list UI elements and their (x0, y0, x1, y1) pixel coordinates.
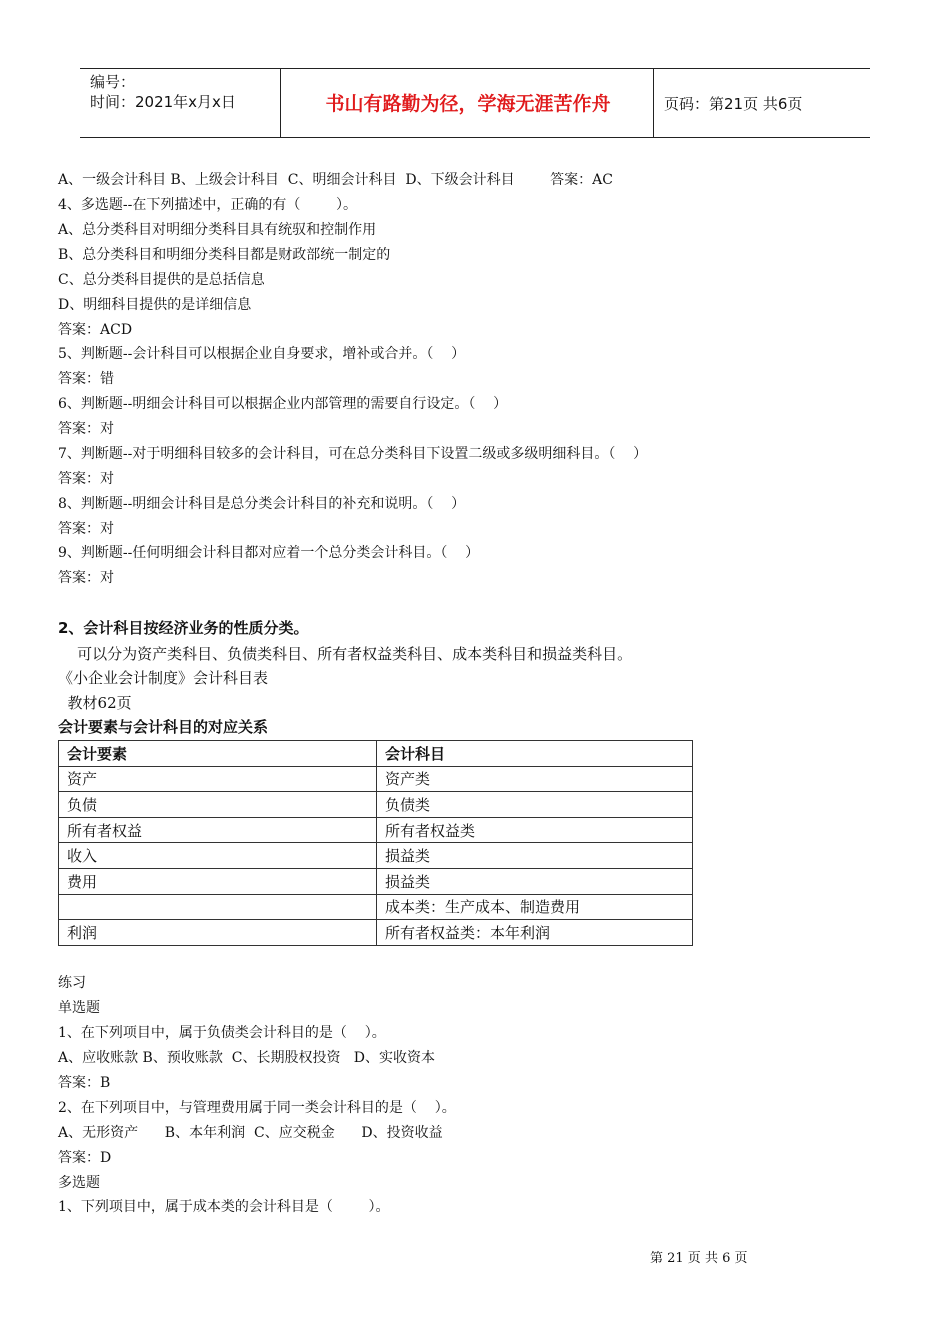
text-line: B、总分类科目和明细分类科目都是财政部统一制定的 (58, 247, 391, 263)
table-row (59, 843, 693, 869)
header-code: 编号： (90, 73, 136, 91)
text-line: 7、判断题--对于明细科目较多的会计科目，可在总分类科目下设置二级或多级明细科目。（ ） (58, 446, 648, 462)
header-box (80, 68, 870, 138)
table-cell (59, 894, 377, 920)
text-line: 多选题 (58, 1175, 100, 1191)
table-title: 会计要素与会计科目的对应关系 (58, 718, 269, 736)
table-cell: 所有者权益类 (377, 817, 693, 843)
table-cell: 负债类 (377, 792, 693, 818)
table-cell: 资产类 (377, 766, 693, 792)
text-line: 答案：错 (58, 371, 114, 387)
table-cell: 损益类 (377, 868, 693, 894)
table-cell: 负债 (59, 792, 377, 818)
table-row (59, 766, 693, 792)
table-cell: 资产 (59, 766, 377, 792)
reference-line: 教材62页 (58, 694, 132, 712)
header-motto: 书山有路勤为径，学海无涯苦作舟 (325, 93, 611, 115)
table-row (59, 894, 693, 920)
text-line: A、一级会计科目 B、上级会计科目 C、明细会计科目 D、下级会计科目 答案：AC (58, 172, 614, 188)
table-header-cell: 会计要素 (59, 741, 377, 767)
text-line: 2、在下列项目中，与管理费用属于同一类会计科目的是（ ）。 (58, 1100, 456, 1116)
table-header-cell: 会计科目 (377, 741, 693, 767)
table-row (59, 792, 693, 818)
text-line: A、总分类科目对明细分类科目具有统驭和控制作用 (58, 222, 377, 238)
text-line: 8、判断题--明细会计科目是总分类会计科目的补充和说明。（ ） (58, 496, 466, 512)
table-row (59, 817, 693, 843)
text-line: 练习 (58, 975, 86, 991)
text-line: 答案：对 (58, 570, 114, 586)
text-line: 答案：ACD (58, 322, 133, 338)
table-cell: 所有者权益类：本年利润 (377, 920, 693, 946)
text-line: 6、判断题--明细会计科目可以根据企业内部管理的需要自行设定。（ ） (58, 396, 508, 412)
table-row (59, 920, 693, 946)
text-line: D、明细科目提供的是详细信息 (58, 297, 252, 313)
text-line: 答案：D (58, 1150, 112, 1166)
header-divider (280, 69, 281, 137)
section-paragraph: 可以分为资产类科目、负债类科目、所有者权益类科目、成本类科目和损益类科目。 (58, 645, 633, 663)
table-cell: 成本类：生产成本、制造费用 (377, 894, 693, 920)
table-cell: 费用 (59, 868, 377, 894)
text-line: 1、下列项目中，属于成本类的会计科目是（ ）。 (58, 1199, 390, 1215)
table-cell: 利润 (59, 920, 377, 946)
text-line: 单选题 (58, 1000, 100, 1016)
section-heading: 2、会计科目按经济业务的性质分类。 (58, 619, 309, 637)
table-row (59, 868, 693, 894)
reference-line: 《小企业会计制度》会计科目表 (58, 669, 269, 687)
header-page-number: 页码：第21页 共6页 (664, 95, 803, 113)
text-line: 5、判断题--会计科目可以根据企业自身要求，增补或合并。（ ） (58, 346, 466, 362)
table-header-row (59, 741, 693, 767)
text-line: 答案：对 (58, 421, 114, 437)
header-meta (90, 72, 236, 112)
table-cell: 所有者权益 (59, 817, 377, 843)
text-line: C、总分类科目提供的是总括信息 (58, 272, 265, 288)
mapping-table (58, 740, 693, 946)
page-footer: 第 21 页 共 6 页 (650, 1251, 748, 1266)
text-line: 答案：B (58, 1075, 111, 1091)
text-line: 4、多选题--在下列描述中，正确的有（ ）。 (58, 197, 357, 213)
text-line: 答案：对 (58, 471, 114, 487)
table-cell: 损益类 (377, 843, 693, 869)
text-line: A、应收账款 B、预收账款 C、长期股权投资 D、实收资本 (58, 1050, 436, 1066)
text-line: 答案：对 (58, 521, 114, 537)
header-time: 时间：2021年x月x日 (90, 93, 236, 111)
text-line: 9、判断题--任何明细会计科目都对应着一个总分类会计科目。（ ） (58, 545, 480, 561)
text-line: 1、在下列项目中，属于负债类会计科目的是（ ）。 (58, 1025, 386, 1041)
text-line: A、无形资产 B、本年利润 C、应交税金 D、投资收益 (58, 1125, 443, 1141)
table-cell: 收入 (59, 843, 377, 869)
